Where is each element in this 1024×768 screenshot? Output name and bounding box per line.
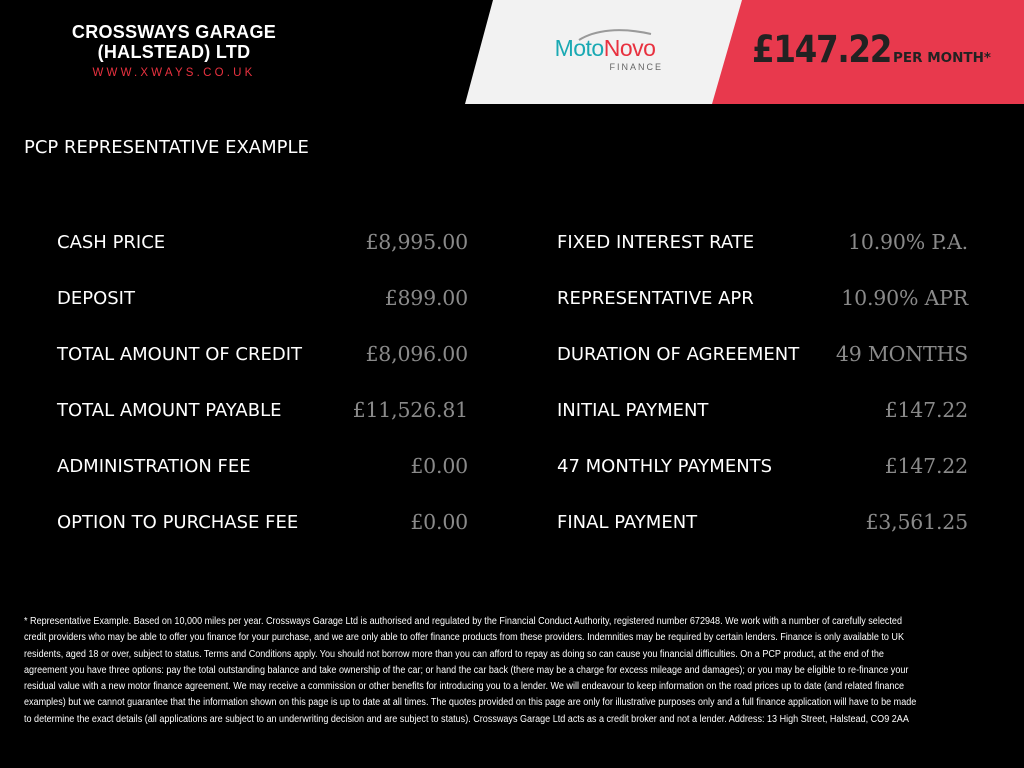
detail-row-initial-payment bbox=[557, 398, 968, 454]
detail-label: TOTAL AMOUNT OF CREDIT bbox=[57, 344, 303, 365]
detail-label: 47 MONTHLY PAYMENTS bbox=[557, 456, 773, 477]
detail-label: INITIAL PAYMENT bbox=[557, 400, 709, 421]
lender-logo bbox=[535, 30, 675, 80]
dealer-name-line1: CROSSWAYS GARAGE bbox=[71, 22, 277, 42]
section-title: PCP REPRESENTATIVE EXAMPLE bbox=[24, 137, 309, 158]
detail-row-duration bbox=[557, 342, 968, 398]
detail-value: 10.90% P.A. bbox=[848, 230, 968, 254]
dealer-name-line2: (HALSTEAD) LTD bbox=[97, 42, 251, 62]
detail-row-interest-rate bbox=[557, 230, 968, 286]
detail-row-admin-fee bbox=[57, 454, 468, 510]
detail-label: DURATION OF AGREEMENT bbox=[557, 344, 800, 365]
lender-name-part2: Novo bbox=[603, 35, 656, 61]
detail-value: £8,096.00 bbox=[365, 342, 468, 366]
detail-row-cash-price bbox=[57, 230, 468, 286]
detail-value: £899.00 bbox=[384, 286, 468, 310]
detail-row-apr bbox=[557, 286, 968, 342]
detail-row-final-payment bbox=[557, 510, 968, 566]
lender-subtitle: FINANCE bbox=[609, 62, 663, 72]
headline-price-block bbox=[752, 28, 991, 78]
disclaimer-text: * Representative Example. Based on 10,000 miles per year. Crossways Garage Ltd is authorised and regulated by the Financial Conduct Authority, registered number 672948. We work with a number of carefully selected credit providers who may be able to offer you finance for your purchase, and we are only able to offer finance products from these providers. Indemnities may be required by certain lenders. Finance is only available to UK residents, aged 18 or over, subject to status. Terms and Conditions apply. You should not borrow more than you can afford to repay as doing so can cause you financial difficulties. On a PCP product, at the end of the agreement you have three options: pay the total outstanding balance and take ownership of the car; or hand the car back (there may be a charge for excess mileage and damages); or you may be eligible to re-finance your residual value with a new motor finance agreement. We may receive a commission or other benefits for introducing you to a lender. We will endeavour to keep information on the road prices up to date (and related finance examples) but we cannot guarantee that the information shown on this page is up to date at all times. The quotes provided on this page are only for illustrative purposes only and a full finance application will have to be made to determine the exact details (all applications are subject to an underwriting decision and are subject to status). Crossways Garage Ltd acts as a credit broker and not a lender. Address: 13 High Street, Halstead, CO9 2AA bbox=[24, 616, 917, 725]
detail-label: OPTION TO PURCHASE FEE bbox=[57, 512, 299, 533]
dealer-logo bbox=[0, 0, 345, 104]
detail-row-deposit bbox=[57, 286, 468, 342]
detail-row-monthly-payments bbox=[557, 454, 968, 510]
finance-details-left bbox=[57, 230, 468, 566]
finance-details-right bbox=[557, 230, 968, 566]
detail-label: CASH PRICE bbox=[57, 232, 166, 253]
detail-label: FINAL PAYMENT bbox=[557, 512, 698, 533]
dealer-name bbox=[44, 22, 304, 62]
detail-value: £147.22 bbox=[884, 454, 968, 478]
monthly-price: £147.22 bbox=[752, 28, 892, 71]
dealer-url: WWW.XWAYS.CO.UK bbox=[92, 67, 256, 79]
detail-row-option-fee bbox=[57, 510, 468, 566]
detail-value: 10.90% APR bbox=[841, 286, 968, 310]
detail-row-total-payable bbox=[57, 398, 468, 454]
lender-name-part1: Moto bbox=[554, 35, 604, 61]
detail-value: £147.22 bbox=[884, 398, 968, 422]
detail-label: ADMINISTRATION FEE bbox=[57, 456, 251, 477]
detail-row-total-credit bbox=[57, 342, 468, 398]
detail-value: £11,526.81 bbox=[352, 398, 468, 422]
detail-label: FIXED INTEREST RATE bbox=[557, 232, 755, 253]
per-month-label: PER MONTH* bbox=[893, 50, 991, 66]
detail-value: £0.00 bbox=[410, 454, 468, 478]
detail-label: DEPOSIT bbox=[57, 288, 135, 309]
detail-label: TOTAL AMOUNT PAYABLE bbox=[57, 400, 282, 421]
detail-label: REPRESENTATIVE APR bbox=[557, 288, 754, 309]
detail-value: 49 MONTHS bbox=[835, 342, 968, 366]
lender-name bbox=[535, 30, 675, 66]
detail-value: £8,995.00 bbox=[365, 230, 468, 254]
detail-value: £3,561.25 bbox=[865, 510, 968, 534]
detail-value: £0.00 bbox=[410, 510, 468, 534]
